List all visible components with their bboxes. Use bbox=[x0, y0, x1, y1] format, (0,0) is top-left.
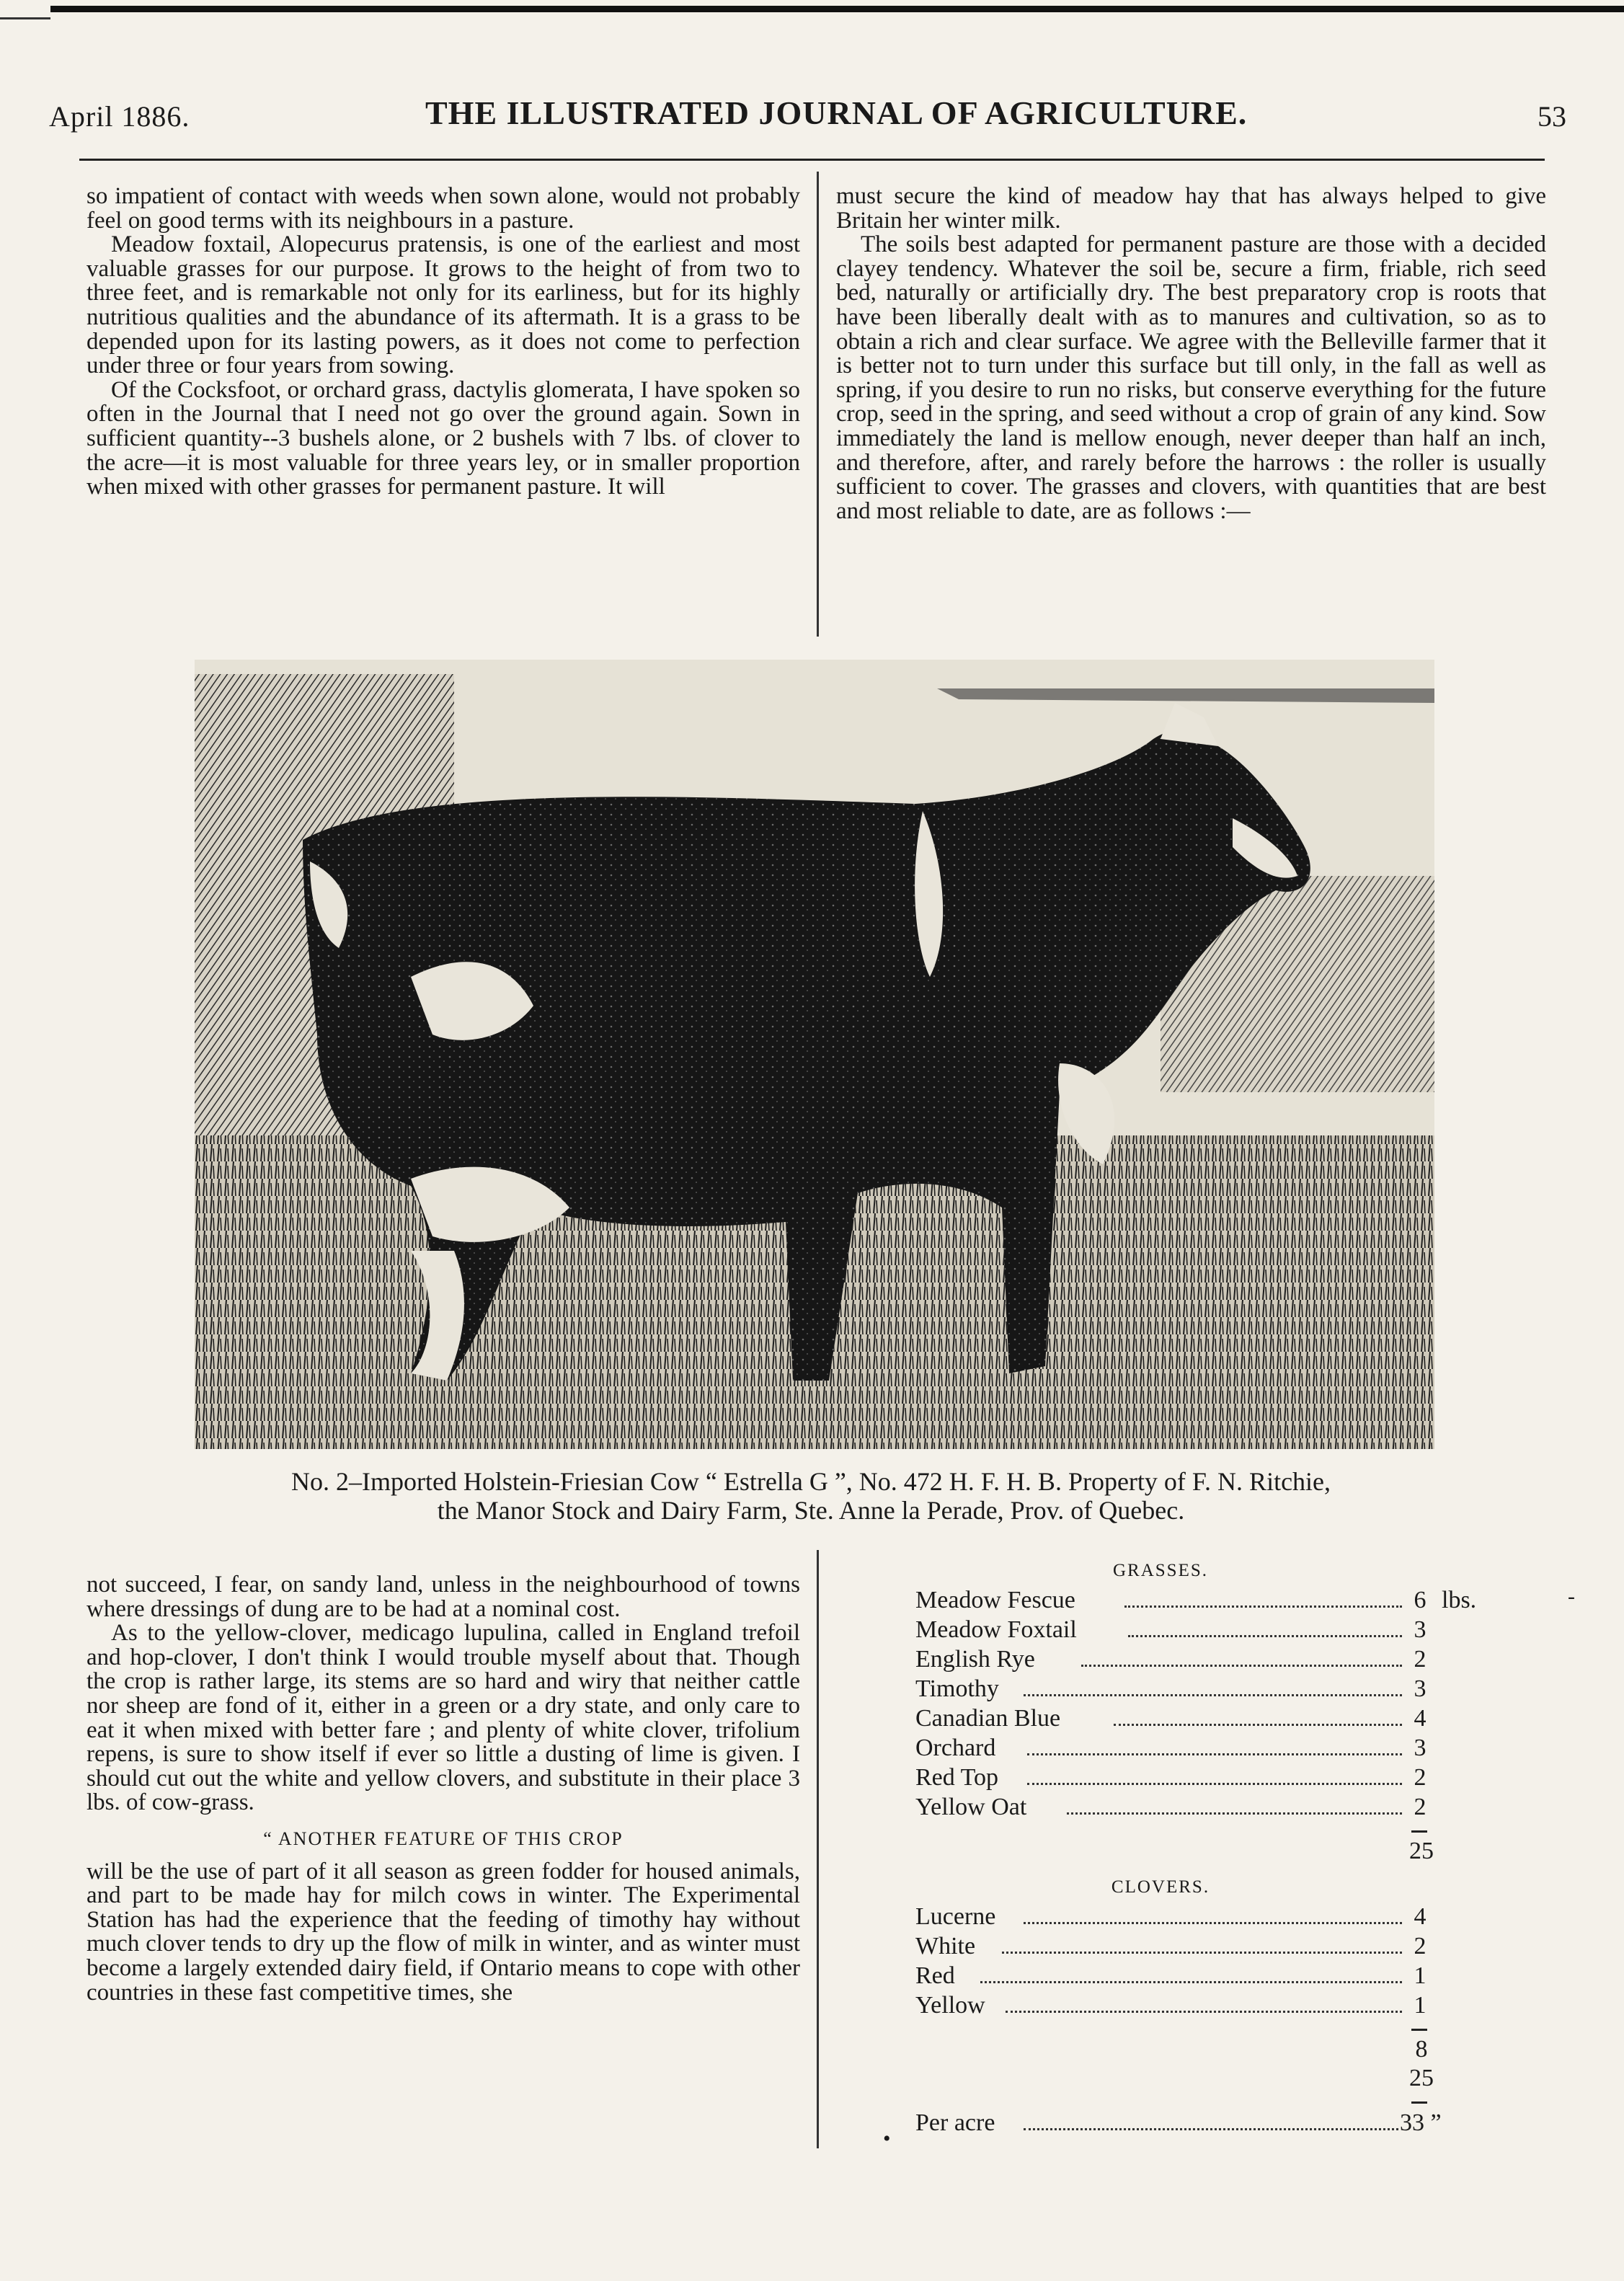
section-subheading: “ ANOTHER FEATURE OF THIS CROP bbox=[263, 1828, 624, 1849]
paragraph: The soils best adapted for permanent pasture are those with a decided clayey tendency. Whatever the soil be, secure a firm, friable, rich seed bed, naturally or artificially dry. The best preparatory crop is roots that have been liberally dealt with as to manures and cultivation, so as to obtain a rich and clear surface. We agree with the Belleville farmer that it is better not to turn under this surface but till only, in the fall as well as spring, if you desire to run no risks, but conserve everything for the future crop, seed in the spring, and seed without a crop of grain of any kind. Sow immediately the land is mellow enough, never deeper than half an inch, and therefore, after, and rarely before the harrows : the roller is usually sufficient to cover. The grasses and clovers, with quantities that are best and most reliable to date, are as follows :— bbox=[836, 231, 1546, 524]
item-qty: 2 bbox=[1414, 1794, 1426, 1820]
sum-rule bbox=[1411, 2029, 1427, 2031]
item-qty: 2 bbox=[1414, 1646, 1426, 1673]
item-qty: 4 bbox=[1414, 1705, 1426, 1732]
per-acre-row bbox=[915, 2108, 1492, 2138]
item-name: Orchard bbox=[915, 1735, 996, 1761]
sum-rule bbox=[1411, 2101, 1427, 2104]
top-border-rule bbox=[50, 6, 1624, 12]
column-left-bottom bbox=[86, 1573, 800, 2005]
item-qty: 3 bbox=[1414, 1616, 1426, 1643]
column-divider bbox=[817, 172, 819, 637]
table-row bbox=[915, 1585, 1492, 1615]
sum-rule bbox=[1411, 1830, 1427, 1833]
paragraph: Of the Cocksfoot, or orchard grass, dactylis glomerata, I have spoken so often in the Journal that I need not go over the ground again. Sown in sufficient quantity--3 bushels alone, or 2 bushels with 7 lbs. of clover to the acre—it is most valuable for three years ley, or in smaller proportion when mixed with other grasses for permanent pasture. It will bbox=[86, 376, 800, 500]
item-qty: 3 bbox=[1414, 1735, 1426, 1761]
table-row bbox=[915, 1704, 1492, 1733]
item-name: Meadow Foxtail bbox=[915, 1616, 1077, 1643]
paragraph: Meadow foxtail, Alopecurus pratensis, is one of the earliest and most valuable grasses for our purpose. It grows to the height of from two to three feet, and is remarkable not only for its earliness, but for its highly nutritious qualities and the abundance of its aftermath. It is a grass to be depended upon for its lasting powers, as it does not come to perfection under three or four years from sowing. bbox=[86, 231, 800, 379]
figure-caption bbox=[144, 1467, 1478, 1525]
item-qty: 2 bbox=[1414, 1933, 1426, 1959]
page-header bbox=[36, 94, 1588, 137]
grasses-total bbox=[915, 1837, 1492, 1866]
table-row bbox=[915, 1931, 1492, 1961]
item-name: English Rye bbox=[915, 1646, 1035, 1673]
item-name: Yellow Oat bbox=[915, 1794, 1027, 1820]
item-name: Yellow bbox=[915, 1992, 985, 2019]
grasses-heading: GRASSES. bbox=[1112, 1561, 1208, 1580]
item-name: Red bbox=[915, 1962, 955, 1989]
caption-line: No. 2–Imported Holstein-Friesian Cow “ Estrella G ”, No. 472 H. F. H. B. Property of F. N. Ritchie, bbox=[290, 1467, 1331, 1496]
top-border-rule-left bbox=[0, 17, 50, 19]
table-row bbox=[915, 1644, 1492, 1674]
table-row bbox=[915, 1961, 1492, 1990]
table-row bbox=[915, 1990, 1492, 2020]
paragraph: will be the use of part of it all season as green fodder for housed animals, and part to be made hay for milch cows in winter. The Experimental Station has had the experience that the feeding of timothy hay without much clover tends to dry up the flow of milk in winter, and as winter must become a largely extended dairy field, if Ontario means to cope with other countries in these fast competitive times, she bbox=[86, 1858, 800, 2006]
table-row bbox=[915, 1615, 1492, 1644]
column-divider bbox=[817, 1550, 819, 2148]
item-name: Canadian Blue bbox=[915, 1705, 1061, 1732]
paragraph: As to the yellow-clover, medicago lupulina, called in England trefoil and hop-clover, I don't think I would trouble myself about that. Though the crop is rather large, its stems are so hard and wiry that neither cattle nor sheep are fond of it, either in a green or a dry state, and only care to eat it when mixed with better fare ; and plenty of white clover, trifolium repens, is sure to show itself if ever so little a dusting of lime is given. I should cut out the white and yellow clovers, and substitute in their place 3 lbs. of cow-grass. bbox=[86, 1620, 800, 1816]
per-acre-total: 33 ” bbox=[1400, 2109, 1442, 2136]
table-row bbox=[915, 1733, 1492, 1763]
clovers-total bbox=[915, 2035, 1492, 2064]
clovers-heading: CLOVERS. bbox=[1111, 1877, 1210, 1897]
column-left-top bbox=[86, 185, 800, 500]
paragraph: must secure the kind of meadow hay that has always helped to give Britain her winter milk. bbox=[836, 183, 1546, 234]
total-value: 8 bbox=[1415, 2036, 1428, 2063]
bullet-mark: • bbox=[883, 2127, 891, 2151]
cow-illustration bbox=[195, 660, 1434, 1449]
journal-title: THE ILLUSTRATED JOURNAL OF AGRICULTURE. bbox=[425, 94, 1248, 131]
item-name: White bbox=[915, 1933, 976, 1959]
item-qty: 1 bbox=[1414, 1992, 1426, 2019]
total-value: 25 bbox=[1409, 1838, 1434, 1864]
table-row bbox=[915, 1902, 1492, 1931]
seed-mixture-table bbox=[915, 1561, 1492, 2138]
header-rule bbox=[79, 159, 1545, 161]
margin-mark: - bbox=[1568, 1585, 1575, 1608]
item-qty: 3 bbox=[1414, 1675, 1426, 1702]
item-name: Lucerne bbox=[915, 1903, 996, 1930]
grasses-carried bbox=[915, 2064, 1492, 2093]
item-qty: 2 bbox=[1414, 1764, 1426, 1791]
item-name: Meadow Fescue bbox=[915, 1587, 1075, 1613]
item-name: Timothy bbox=[915, 1675, 999, 1702]
column-right-top bbox=[836, 185, 1546, 523]
caption-line: the Manor Stock and Dairy Farm, Ste. Anne la Perade, Prov. of Quebec. bbox=[437, 1496, 1185, 1525]
per-acre-label: Per acre bbox=[915, 2109, 995, 2136]
unit-label: lbs. bbox=[1442, 1587, 1477, 1613]
total-value: 25 bbox=[1409, 2065, 1434, 2091]
page-number: 53 bbox=[1538, 100, 1566, 133]
item-name: Red Top bbox=[915, 1764, 999, 1791]
item-qty: 6 bbox=[1414, 1587, 1426, 1613]
issue-date: April 1886. bbox=[49, 100, 190, 133]
table-row bbox=[915, 1674, 1492, 1704]
paragraph: so impatient of contact with weeds when sown alone, would not probably feel on good terms with its neighbours in a pasture. bbox=[86, 183, 800, 234]
item-qty: 4 bbox=[1414, 1903, 1426, 1930]
paragraph: not succeed, I fear, on sandy land, unless in the neighbourhood of towns where dressings of dung are to be had at a nominal cost. bbox=[86, 1572, 800, 1622]
table-row bbox=[915, 1792, 1492, 1822]
item-qty: 1 bbox=[1414, 1962, 1426, 1989]
table-row bbox=[915, 1763, 1492, 1792]
